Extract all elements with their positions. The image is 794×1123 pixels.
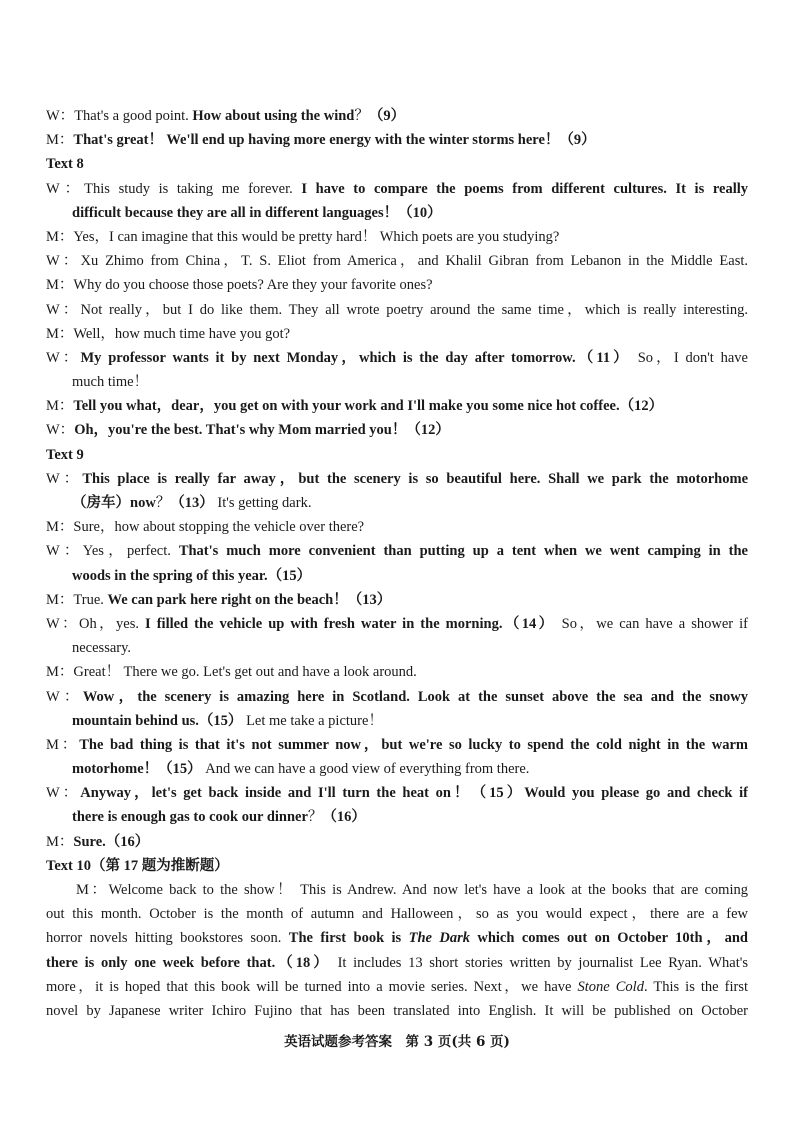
text-run: W： bbox=[46, 108, 75, 124]
text-run: M： bbox=[46, 833, 74, 850]
text-run: more，it is hoped that this book will be turned into a movie series. Next，we have bbox=[46, 978, 578, 995]
text-run: My professor wants it by next Monday，which is the day after tomorrow.（11） bbox=[80, 349, 631, 366]
text-run: （16） bbox=[322, 809, 366, 826]
dialogue-line bbox=[46, 612, 748, 636]
dialogue-line bbox=[46, 975, 748, 999]
text-run: ？ bbox=[307, 809, 323, 826]
text-run: （9） bbox=[368, 108, 406, 124]
text-run: W： bbox=[46, 422, 75, 439]
dialogue-line bbox=[46, 878, 748, 902]
text-run: out this month. October is the month of autumn and Halloween，so as you would expect，there are a few bbox=[46, 906, 748, 923]
text-run: horror novels hitting bookstores soon. bbox=[46, 930, 289, 947]
section-heading bbox=[46, 443, 748, 467]
dialogue-line bbox=[46, 733, 748, 757]
text-run: woods in the spring of this year.（15） bbox=[72, 567, 312, 584]
dialogue-line bbox=[46, 491, 748, 515]
text-run: （房车）now bbox=[72, 495, 156, 511]
text-run: W： bbox=[46, 470, 83, 487]
dialogue-line bbox=[46, 104, 748, 128]
text-run: M：Well，how much time have you got? bbox=[46, 325, 291, 342]
text-run: Text 9 bbox=[46, 446, 84, 463]
dialogue-line bbox=[46, 781, 748, 805]
text-run: Tell you what，dear，you get on with your work and I'll make you some nice hot coffee.（12） bbox=[73, 398, 664, 415]
text-run: M：Sure，how about stopping the vehicle over there? bbox=[46, 519, 365, 536]
text-run: W： bbox=[46, 180, 85, 197]
dialogue-line bbox=[46, 588, 748, 612]
text-run: The bad thing is that it's not summer now，but we're so lucky to spend the cold night in the warm bbox=[79, 736, 748, 753]
text-run: We can park here right on the beach！（13） bbox=[107, 591, 392, 608]
dialogue-line bbox=[46, 709, 748, 733]
text-run: How about using the wind bbox=[192, 108, 355, 124]
dialogue-line bbox=[46, 249, 748, 273]
text-run: Let me take a picture！ bbox=[242, 712, 383, 729]
text-run: This place is really far away，but the scenery is so beautiful here. Shall we park the motorhome bbox=[82, 470, 748, 487]
text-run: Wow，the scenery is amazing here in Scotland. Look at the sunset above the sea and the snowy bbox=[82, 688, 748, 705]
dialogue-line bbox=[46, 757, 748, 781]
text-run: The first book is bbox=[288, 930, 409, 947]
dialogue-line bbox=[46, 564, 748, 588]
text-run: The Dark bbox=[408, 930, 470, 947]
dialogue-line bbox=[46, 273, 748, 297]
text-run: It includes 13 short stories written by journalist Lee Ryan. What's bbox=[330, 954, 748, 971]
text-run: So，I don't have bbox=[630, 349, 748, 366]
dialogue-line bbox=[46, 370, 748, 394]
dialogue-line bbox=[46, 467, 748, 491]
dialogue-line bbox=[46, 515, 748, 539]
text-run: Anyway，let's get back inside and I'll turn the heat on！（15）Would you please go and check if bbox=[80, 785, 748, 802]
text-run: difficult because they are all in different languages！（10） bbox=[72, 204, 442, 221]
text-run: That's great！ We'll end up having more energy with the winter storms here！（9） bbox=[73, 132, 596, 149]
dialogue-line bbox=[46, 805, 748, 829]
text-run: motorhome！（15） bbox=[72, 761, 202, 778]
section-heading bbox=[46, 152, 748, 176]
text-run: （13） bbox=[170, 495, 214, 511]
text-run: I have to compare the poems from different cultures. It is really bbox=[301, 180, 748, 197]
text-run: M：Great！ There we go. Let's get out and have a look around. bbox=[46, 664, 417, 681]
text-run: Oh，you're the best. That's why Mom married you！（12） bbox=[74, 422, 450, 439]
text-run: W： bbox=[46, 785, 81, 802]
text-run: This study is taking me forever. bbox=[84, 180, 302, 197]
text-run: That's much more convenient than putting up a tent when we went camping in the bbox=[178, 543, 748, 560]
text-run: M：Welcome back to the show！ This is Andrew. And now let's have a look at the books that are coming bbox=[76, 882, 748, 898]
text-run: M：Yes，I can imagine that this would be pretty hard！ Which poets are you studying? bbox=[46, 228, 560, 245]
text-run: W： bbox=[46, 349, 81, 366]
dialogue-line bbox=[46, 225, 748, 249]
text-run: mountain behind us.（15） bbox=[72, 712, 243, 729]
text-run: Stone Cold bbox=[577, 978, 644, 995]
dialogue-line bbox=[46, 685, 748, 709]
dialogue-line bbox=[46, 322, 748, 346]
text-run: And we can have a good view of everything from there. bbox=[201, 761, 530, 778]
text-run: So，we can have a shower if bbox=[555, 615, 748, 632]
dialogue-line bbox=[46, 951, 748, 975]
dialogue-line bbox=[46, 346, 748, 370]
text-run: M： bbox=[46, 132, 74, 149]
text-run: I filled the vehicle up with fresh water in the morning.（14） bbox=[145, 615, 556, 632]
page-footer: 英语试题参考答案 第 3 页(共 6 页) bbox=[284, 1034, 510, 1050]
text-run: ？ bbox=[155, 495, 171, 511]
text-run: W：Not really，but I do like them. They all wrote poetry around the same time，which is really interesting. bbox=[46, 301, 748, 318]
text-run: novel by Japanese writer Ichiro Fujino that has been translated into English. It will be published on October bbox=[46, 1002, 748, 1019]
text-run: M：Why do you choose those poets? Are they your favorite ones? bbox=[46, 277, 433, 294]
dialogue-line bbox=[46, 418, 748, 442]
dialogue-line bbox=[46, 660, 748, 684]
text-run: necessary. bbox=[72, 640, 132, 657]
text-run: It's getting dark. bbox=[213, 495, 312, 511]
text-run: Text 8 bbox=[46, 156, 84, 173]
dialogue-line bbox=[46, 830, 748, 854]
dialogue-line bbox=[46, 999, 748, 1023]
dialogue-line bbox=[46, 926, 748, 950]
dialogue-line bbox=[46, 394, 748, 418]
text-run: M： bbox=[46, 736, 80, 753]
dialogue-line bbox=[46, 128, 748, 152]
text-run: there is only one week before that.（18） bbox=[46, 954, 331, 971]
dialogue-line bbox=[46, 902, 748, 926]
text-run: W：Xu Zhimo from China，T. S. Eliot from America，and Khalil Gibran from Lebanon in the Middle East. bbox=[46, 253, 748, 270]
text-run: M：True. bbox=[46, 591, 108, 608]
dialogue-line bbox=[46, 177, 748, 201]
text-run: which comes out on October 10th，and bbox=[469, 930, 748, 947]
text-run: ？ bbox=[354, 108, 369, 124]
text-run: W： bbox=[46, 688, 83, 705]
section-heading bbox=[46, 854, 748, 878]
dialogue-line bbox=[46, 539, 748, 563]
text-run: there is enough gas to cook our dinner bbox=[72, 809, 308, 826]
text-run: That's a good point. bbox=[74, 108, 193, 124]
text-run: W：Oh，yes. bbox=[46, 615, 146, 632]
text-run: Text 10（第 17 题为推断题） bbox=[46, 857, 229, 874]
transcript-body bbox=[46, 104, 748, 1023]
text-run: much time！ bbox=[72, 374, 149, 391]
text-run: Sure.（16） bbox=[73, 833, 150, 850]
dialogue-line bbox=[46, 636, 748, 660]
text-run: M： bbox=[46, 398, 74, 415]
text-run: W：Yes，perfect. bbox=[46, 543, 179, 560]
dialogue-line bbox=[46, 298, 748, 322]
text-run: . This is the first bbox=[643, 978, 748, 995]
dialogue-line bbox=[46, 201, 748, 225]
